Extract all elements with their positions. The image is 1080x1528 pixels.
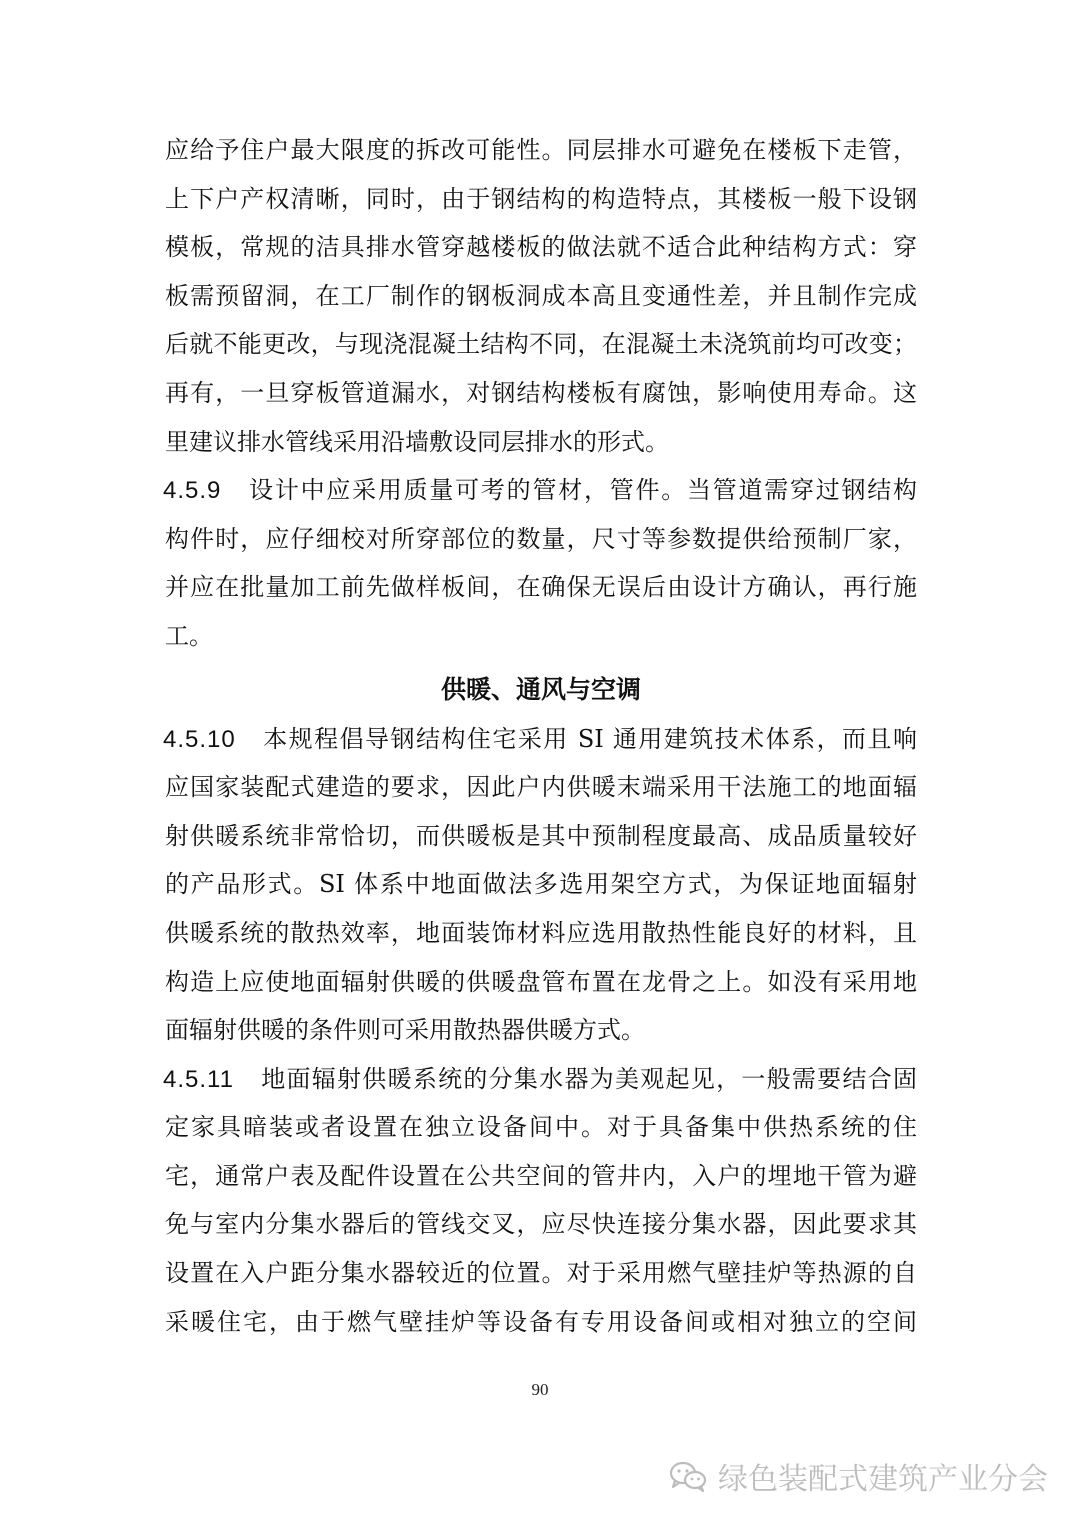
- text-line: 工。: [165, 621, 213, 650]
- text-line: 构造上应使地面辐射供暖的供暖盘管布置在龙骨之上。如没有采用地: [165, 967, 917, 996]
- text-line: [163, 466, 917, 515]
- text-line: 免与室内分集水器后的管线交叉，应尽快连接分集水器，因此要求其: [165, 1210, 917, 1239]
- watermark: [668, 1454, 1048, 1498]
- clause-number: 4.5.11: [163, 1065, 234, 1093]
- text-line: 里建议排水管线采用沿墙敷设同层排水的形式。: [165, 427, 669, 456]
- text-line: 再有，一旦穿板管道漏水，对钢结构楼板有腐蚀，影响使用寿命。这: [165, 378, 917, 407]
- text-line: 应给予住户最大限度的拆改可能性。同层排水可避免在楼板下走管，: [165, 136, 917, 164]
- text-line: 并应在批量加工前先做样板间，在确保无误后由设计方确认，再行施: [165, 573, 917, 602]
- text-line: 射供暖系统非常恰切，而供暖板是其中预制程度最高、成品质量较好: [165, 821, 917, 850]
- text-line: 模板，常规的洁具排水管穿越楼板的做法就不适合此种结构方式：穿: [165, 233, 917, 262]
- paragraph: [165, 126, 917, 466]
- text-line-content: 地面辐射供暖系统的分集水器为美观起见，一般需要结合固: [259, 1064, 917, 1093]
- text-line: 板需预留洞，在工厂制作的钢板洞成本高且变通性差，并且制作完成: [165, 281, 917, 310]
- text-line: 供暖系统的散热效率，地面装饰材料应选用散热性能良好的材料，且: [165, 918, 917, 947]
- text-line: [163, 715, 917, 764]
- clause-4-5-9: [165, 466, 917, 660]
- text-line: 的产品形式。SI 体系中地面做法多选用架空方式，为保证地面辐射: [165, 870, 917, 899]
- section-heading: 供暖、通风与空调: [440, 674, 641, 704]
- text-line: [163, 1055, 917, 1104]
- clause-number: 4.5.9: [163, 477, 222, 505]
- clause-number: 4.5.10: [163, 725, 236, 753]
- text-line: 设置在入户距分集水器较近的位置。对于采用燃气壁挂炉等热源的自: [165, 1259, 917, 1288]
- text-line: 构件时，应仔细校对所穿部位的数量，尺寸等参数提供给预制厂家，: [165, 524, 917, 553]
- text-line: 宅，通常户表及配件设置在公共空间的管井内，入户的埋地干管为避: [165, 1161, 917, 1190]
- page-number: 90: [531, 1380, 549, 1399]
- clause-4-5-11: [165, 1055, 917, 1347]
- text-line: 定家具暗装或者设置在独立设备间中。对于具备集中供热系统的住: [165, 1113, 917, 1142]
- text-line: 采暖住宅，由于燃气壁挂炉等设备有专用设备间或相对独立的空间: [165, 1307, 917, 1336]
- text-line-content: 设计中应采用质量可考的管材，管件。当管道需穿过钢结构: [247, 476, 917, 505]
- text-line: 面辐射供暖的条件则可采用散热器供暖方式。: [165, 1016, 645, 1045]
- wechat-icon: [668, 1460, 708, 1492]
- watermark-text: 绿色装配式建筑产业分会: [718, 1462, 1048, 1497]
- clause-4-5-10: [165, 715, 917, 1055]
- text-line: 后就不能更改，与现浇混凝土结构不同，在混凝土未浇筑前均可改变；: [165, 330, 917, 359]
- text-line-content: 本规程倡导钢结构住宅采用 SI 通用建筑技术体系，而且响: [261, 724, 917, 753]
- text-line: 上下户产权清晰，同时，由于钢结构的构造特点，其楼板一般下设钢: [165, 184, 917, 213]
- body-text: [165, 126, 917, 1346]
- text-line: 应国家装配式建造的要求，因此户内供暖末端采用干法施工的地面辐: [165, 773, 917, 802]
